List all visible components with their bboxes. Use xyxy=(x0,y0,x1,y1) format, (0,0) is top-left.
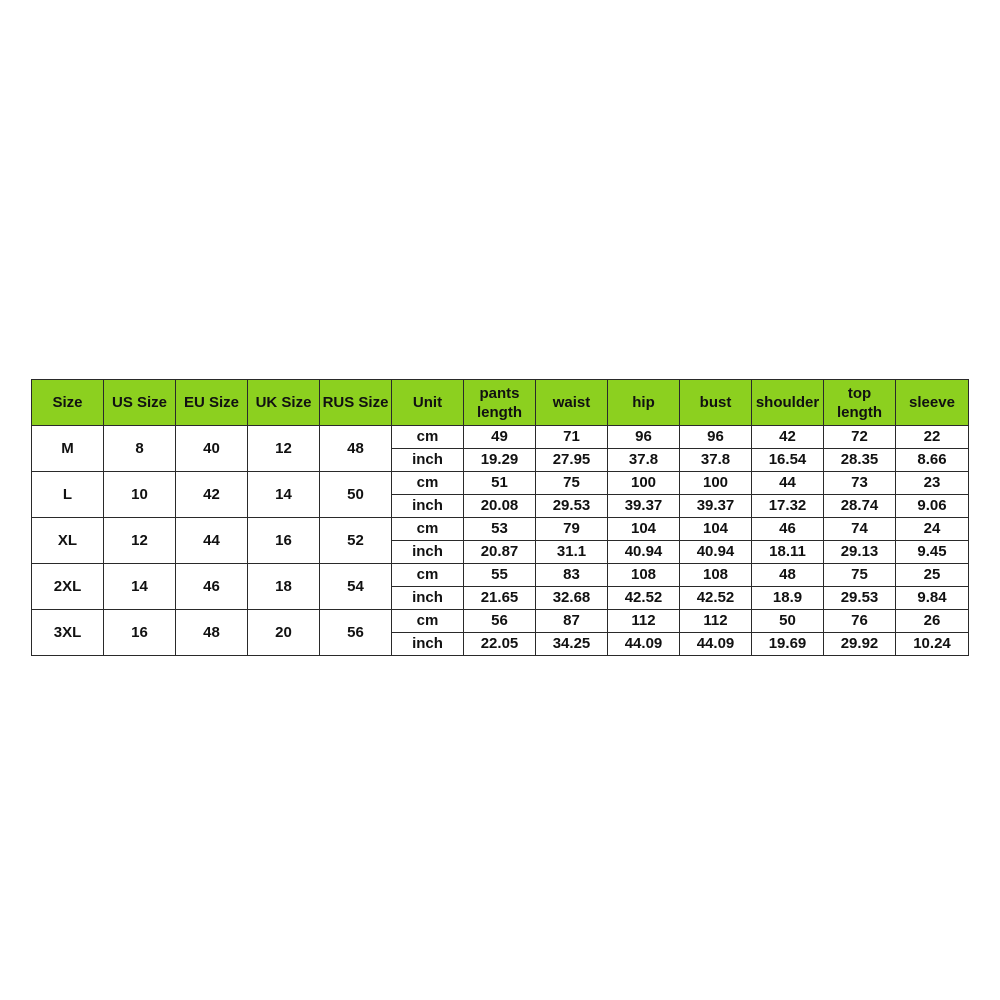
pants-length-cell: 55 xyxy=(464,564,536,587)
top-length-cell: 74 xyxy=(824,518,896,541)
top-length-cell: 76 xyxy=(824,610,896,633)
shoulder-cell: 42 xyxy=(752,426,824,449)
header-unit: Unit xyxy=(392,380,464,426)
uk-size-cell: 16 xyxy=(248,518,320,564)
pants-length-cell: 49 xyxy=(464,426,536,449)
table-row xyxy=(32,518,969,541)
bust-cell: 108 xyxy=(680,564,752,587)
sleeve-cell: 9.45 xyxy=(896,541,969,564)
bust-cell: 44.09 xyxy=(680,633,752,656)
header-size: Size xyxy=(32,380,104,426)
sleeve-cell: 9.84 xyxy=(896,587,969,610)
pants-length-cell: 20.87 xyxy=(464,541,536,564)
header-pants-length: pants length xyxy=(464,380,536,426)
bust-cell: 37.8 xyxy=(680,449,752,472)
hip-cell: 96 xyxy=(608,426,680,449)
waist-cell: 31.1 xyxy=(536,541,608,564)
us-size-cell: 14 xyxy=(104,564,176,610)
bust-cell: 42.52 xyxy=(680,587,752,610)
hip-cell: 100 xyxy=(608,472,680,495)
size-cell: 2XL xyxy=(32,564,104,610)
hip-cell: 108 xyxy=(608,564,680,587)
unit-cell: cm xyxy=(392,564,464,587)
header-rus-size: RUS Size xyxy=(320,380,392,426)
pants-length-cell: 22.05 xyxy=(464,633,536,656)
hip-cell: 37.8 xyxy=(608,449,680,472)
sleeve-cell: 9.06 xyxy=(896,495,969,518)
table-row xyxy=(32,426,969,449)
waist-cell: 32.68 xyxy=(536,587,608,610)
table-row xyxy=(32,472,969,495)
top-length-cell: 29.13 xyxy=(824,541,896,564)
top-length-cell: 28.35 xyxy=(824,449,896,472)
header-shoulder: shoulder xyxy=(752,380,824,426)
unit-cell: cm xyxy=(392,518,464,541)
bust-cell: 96 xyxy=(680,426,752,449)
sleeve-cell: 25 xyxy=(896,564,969,587)
us-size-cell: 8 xyxy=(104,426,176,472)
hip-cell: 39.37 xyxy=(608,495,680,518)
size-cell: XL xyxy=(32,518,104,564)
shoulder-cell: 19.69 xyxy=(752,633,824,656)
size-cell: M xyxy=(32,426,104,472)
eu-size-cell: 40 xyxy=(176,426,248,472)
sleeve-cell: 8.66 xyxy=(896,449,969,472)
us-size-cell: 12 xyxy=(104,518,176,564)
header-top-length: top length xyxy=(824,380,896,426)
shoulder-cell: 17.32 xyxy=(752,495,824,518)
hip-cell: 44.09 xyxy=(608,633,680,656)
waist-cell: 27.95 xyxy=(536,449,608,472)
unit-cell: inch xyxy=(392,587,464,610)
sleeve-cell: 22 xyxy=(896,426,969,449)
pants-length-cell: 51 xyxy=(464,472,536,495)
bust-cell: 39.37 xyxy=(680,495,752,518)
header-bust: bust xyxy=(680,380,752,426)
eu-size-cell: 44 xyxy=(176,518,248,564)
unit-cell: inch xyxy=(392,495,464,518)
pants-length-cell: 19.29 xyxy=(464,449,536,472)
uk-size-cell: 18 xyxy=(248,564,320,610)
eu-size-cell: 46 xyxy=(176,564,248,610)
hip-cell: 104 xyxy=(608,518,680,541)
hip-cell: 40.94 xyxy=(608,541,680,564)
table-row xyxy=(32,564,969,587)
header-waist: waist xyxy=(536,380,608,426)
uk-size-cell: 14 xyxy=(248,472,320,518)
size-cell: 3XL xyxy=(32,610,104,656)
waist-cell: 75 xyxy=(536,472,608,495)
rus-size-cell: 52 xyxy=(320,518,392,564)
bust-cell: 40.94 xyxy=(680,541,752,564)
shoulder-cell: 46 xyxy=(752,518,824,541)
us-size-cell: 16 xyxy=(104,610,176,656)
table-body xyxy=(32,426,969,656)
eu-size-cell: 42 xyxy=(176,472,248,518)
shoulder-cell: 44 xyxy=(752,472,824,495)
table-row xyxy=(32,610,969,633)
waist-cell: 79 xyxy=(536,518,608,541)
top-length-cell: 29.92 xyxy=(824,633,896,656)
rus-size-cell: 56 xyxy=(320,610,392,656)
pants-length-cell: 20.08 xyxy=(464,495,536,518)
shoulder-cell: 18.9 xyxy=(752,587,824,610)
top-length-cell: 28.74 xyxy=(824,495,896,518)
shoulder-cell: 16.54 xyxy=(752,449,824,472)
uk-size-cell: 12 xyxy=(248,426,320,472)
bust-cell: 100 xyxy=(680,472,752,495)
header-us-size: US Size xyxy=(104,380,176,426)
sleeve-cell: 10.24 xyxy=(896,633,969,656)
pants-length-cell: 56 xyxy=(464,610,536,633)
size-cell: L xyxy=(32,472,104,518)
waist-cell: 71 xyxy=(536,426,608,449)
hip-cell: 42.52 xyxy=(608,587,680,610)
us-size-cell: 10 xyxy=(104,472,176,518)
top-length-cell: 73 xyxy=(824,472,896,495)
rus-size-cell: 50 xyxy=(320,472,392,518)
header-hip: hip xyxy=(608,380,680,426)
header-uk-size: UK Size xyxy=(248,380,320,426)
top-length-cell: 72 xyxy=(824,426,896,449)
shoulder-cell: 18.11 xyxy=(752,541,824,564)
waist-cell: 87 xyxy=(536,610,608,633)
sleeve-cell: 23 xyxy=(896,472,969,495)
waist-cell: 34.25 xyxy=(536,633,608,656)
rus-size-cell: 54 xyxy=(320,564,392,610)
unit-cell: cm xyxy=(392,472,464,495)
top-length-cell: 29.53 xyxy=(824,587,896,610)
sleeve-cell: 26 xyxy=(896,610,969,633)
bust-cell: 112 xyxy=(680,610,752,633)
shoulder-cell: 50 xyxy=(752,610,824,633)
eu-size-cell: 48 xyxy=(176,610,248,656)
bust-cell: 104 xyxy=(680,518,752,541)
rus-size-cell: 48 xyxy=(320,426,392,472)
unit-cell: inch xyxy=(392,449,464,472)
hip-cell: 112 xyxy=(608,610,680,633)
top-length-cell: 75 xyxy=(824,564,896,587)
waist-cell: 83 xyxy=(536,564,608,587)
unit-cell: cm xyxy=(392,610,464,633)
shoulder-cell: 48 xyxy=(752,564,824,587)
unit-cell: cm xyxy=(392,426,464,449)
pants-length-cell: 53 xyxy=(464,518,536,541)
sleeve-cell: 24 xyxy=(896,518,969,541)
header-row xyxy=(32,380,969,426)
header-eu-size: EU Size xyxy=(176,380,248,426)
unit-cell: inch xyxy=(392,541,464,564)
waist-cell: 29.53 xyxy=(536,495,608,518)
size-chart-table xyxy=(31,379,969,656)
header-sleeve: sleeve xyxy=(896,380,969,426)
table-header xyxy=(32,380,969,426)
pants-length-cell: 21.65 xyxy=(464,587,536,610)
unit-cell: inch xyxy=(392,633,464,656)
uk-size-cell: 20 xyxy=(248,610,320,656)
